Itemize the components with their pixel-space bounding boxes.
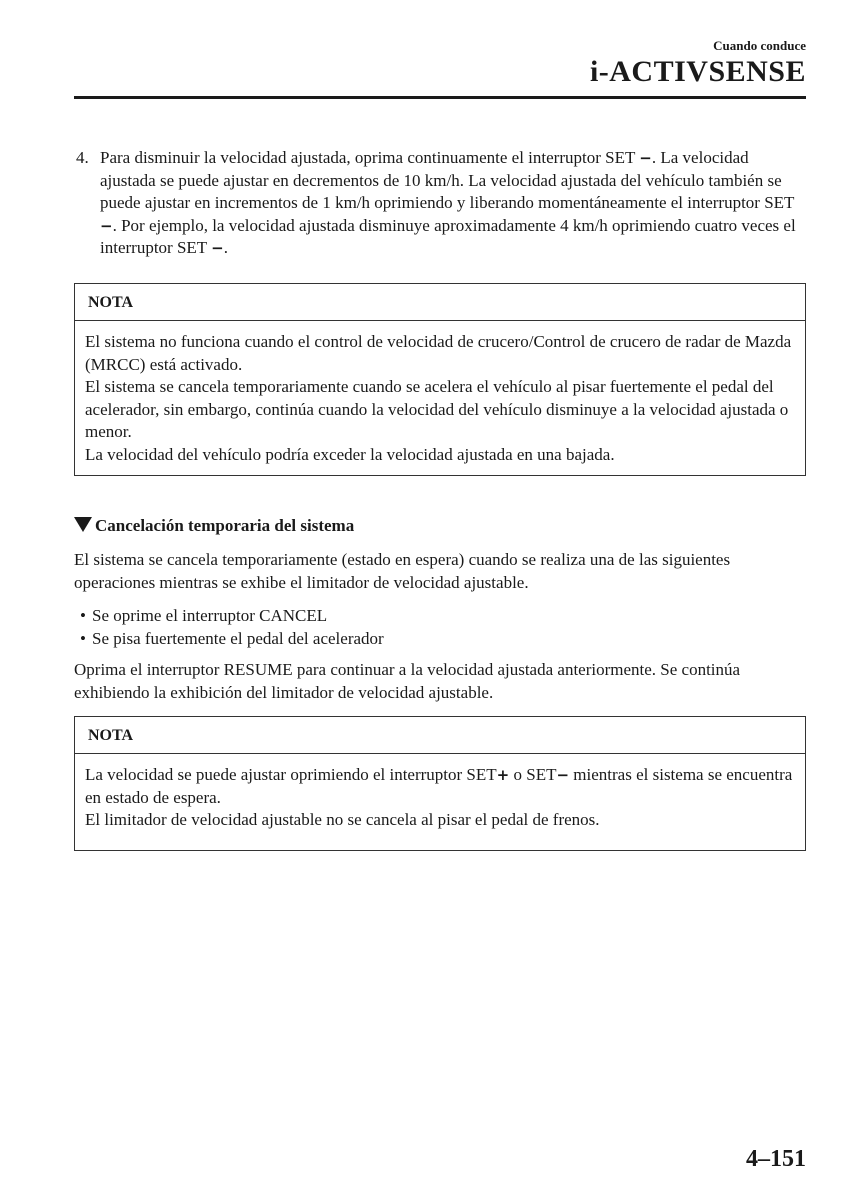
minus-symbol: − — [100, 216, 113, 235]
note-text: La velocidad se puede ajustar oprimiendo el interruptor SET — [85, 765, 497, 784]
bullet-list — [80, 605, 384, 650]
note-line — [85, 764, 795, 809]
list-item-text: Se oprime el interruptor CANCEL — [92, 606, 328, 625]
note-text: o SET — [509, 765, 557, 784]
note-text: mientras el sistema se encuentra en estado de espera. — [85, 765, 793, 807]
plus-symbol: + — [496, 766, 510, 784]
note-line: El limitador de velocidad ajustable no se cancela al pisar el pedal de frenos. — [85, 810, 600, 829]
minus-symbol: − — [211, 239, 224, 257]
step-text-4: . — [223, 238, 228, 257]
section-intro: El sistema se cancela temporariamente (estado en espera) cuando se realiza una de las siguientes operaciones mientras se exhibe el limitador de velocidad ajustable. — [74, 550, 731, 592]
step-4 — [76, 147, 796, 260]
note-heading: NOTA — [75, 284, 805, 321]
page-number: 4–151 — [746, 1146, 806, 1172]
list-item-text: Se pisa fuertemente el pedal del acelerador — [92, 628, 384, 648]
section-label: Cuando conduce — [713, 38, 806, 53]
bullet-icon: • — [80, 606, 86, 625]
step-text-1: Para disminuir la velocidad ajustada, oprima continuamente el interruptor SET — [100, 148, 636, 167]
minus-symbol: − — [639, 149, 652, 167]
note-body — [75, 754, 805, 841]
minus-symbol: − — [556, 766, 570, 784]
note-line: La velocidad del vehículo podría exceder la velocidad ajustada en una bajada. — [85, 444, 615, 464]
step-text-2: . La velocidad ajustada se puede ajustar en decrementos de 10 km/h. La velocidad ajustada del vehículo también se puede ajustar en incrementos de 1 km/h oprimiendo y liberando momentáneamente el interruptor SET — [100, 148, 795, 212]
bullet-icon: • — [80, 628, 86, 648]
list-item — [80, 628, 384, 651]
note-heading: NOTA — [75, 717, 805, 754]
step-number: 4. — [76, 148, 89, 167]
note-body — [75, 321, 805, 475]
step-text-3: . Por ejemplo, la velocidad ajustada disminuye aproximadamente 4 km/h oprimiendo cuatro veces el interruptor SET — [100, 215, 796, 257]
note-box-2 — [74, 716, 806, 851]
note-line: El sistema no funciona cuando el control de velocidad de crucero/Control de crucero de radar de Mazda (MRCC) está activado. — [85, 332, 792, 374]
section-title: Cancelación temporaria del sistema — [95, 516, 355, 535]
header-rule — [74, 96, 806, 99]
note-box-1 — [74, 283, 806, 476]
section-heading — [74, 515, 354, 537]
resume-paragraph: Oprima el interruptor RESUME para continuar a la velocidad ajustada anteriormente. Se continúa exhibiendo la exhibición del limitador de velocidad ajustable. — [74, 660, 741, 702]
chapter-title: i-ACTIVSENSE — [589, 55, 806, 88]
list-item — [80, 605, 384, 628]
triangle-marker-icon — [74, 517, 92, 532]
note-line: El sistema se cancela temporariamente cuando se acelera el vehículo al pisar fuertemente el pedal del acelerador, sin embargo, continúa cuando la velocidad del vehículo disminuye a la velocidad ajustada o menor. — [85, 377, 789, 441]
